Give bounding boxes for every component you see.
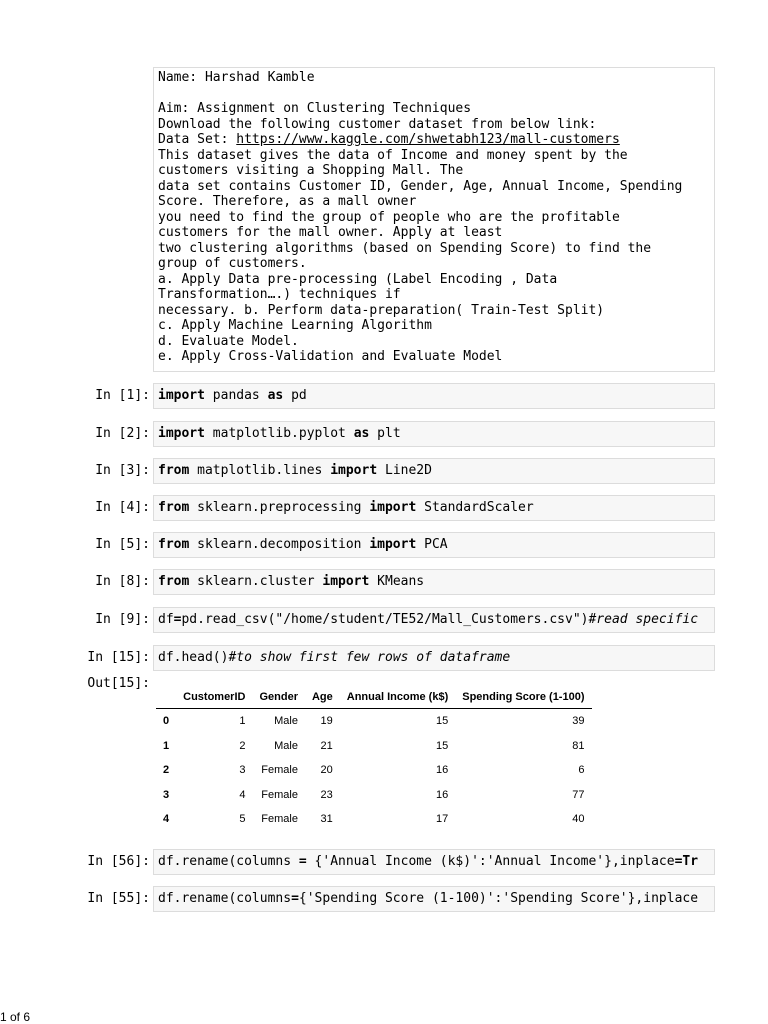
row-index: 4 <box>163 813 170 826</box>
code-keyword: import <box>322 574 370 589</box>
column-header: Gender <box>252 686 305 709</box>
index-header <box>156 686 176 709</box>
code-cell[interactable] <box>153 532 715 558</box>
cell-gender: Male <box>274 715 298 728</box>
code-text: StandardScaler <box>416 500 534 515</box>
cell-age: 23 <box>320 788 333 801</box>
dataset-label: Data Set: <box>158 132 237 147</box>
cell-customer-id: 4 <box>239 788 246 801</box>
code-cell[interactable] <box>153 421 715 447</box>
description-line: customers visiting a Shopping Mall. The <box>158 163 464 178</box>
cell-income: 16 <box>435 764 449 777</box>
table-header-row <box>156 686 592 709</box>
cell-score: 39 <box>572 715 585 728</box>
code-cell[interactable] <box>153 607 715 633</box>
code-operator: = <box>674 854 683 869</box>
cell-score: 40 <box>572 813 585 826</box>
code-text: Line2D <box>377 463 432 478</box>
name-line: Name: Harshad Kamble <box>158 70 315 85</box>
input-prompt: In [55]: <box>87 891 150 906</box>
row-index: 0 <box>163 715 170 728</box>
cell-customer-id: 2 <box>239 739 246 752</box>
cell-customer-id: 1 <box>239 715 246 728</box>
code-cell[interactable] <box>153 569 715 595</box>
code-cell[interactable] <box>153 849 715 875</box>
description-line: two clustering algorithms (based on Spending Score) to find the <box>158 240 652 256</box>
cell-income: 15 <box>435 739 449 752</box>
code-operator: = <box>291 891 299 906</box>
download-line: Download the following customer dataset from below link: <box>158 116 597 132</box>
cell-score: 6 <box>578 764 585 777</box>
code-comment: #to show first few rows of dataframe <box>228 650 511 665</box>
cell-gender: Female <box>261 813 298 826</box>
cell-income: 17 <box>435 813 449 826</box>
code-text: matplotlib.pyplot <box>204 426 354 441</box>
code-operator: = <box>173 612 182 627</box>
column-header: Age <box>305 686 340 709</box>
cell-score: 81 <box>572 739 585 752</box>
table-row <box>156 758 592 783</box>
code-keyword: from <box>158 500 190 515</box>
table-row <box>156 807 592 832</box>
code-cell[interactable] <box>153 495 715 521</box>
input-prompt: In [2]: <box>95 426 150 441</box>
table-row <box>156 709 592 734</box>
dataframe-output-table <box>156 686 592 832</box>
code-keyword: from <box>158 537 190 552</box>
description-line: Score. Therefore, as a mall owner <box>158 194 417 209</box>
task-line: a. Apply Data pre-processing (Label Encoding , Data <box>158 271 558 287</box>
cell-customer-id: 5 <box>239 813 246 826</box>
column-header: CustomerID <box>176 686 252 709</box>
code-text: df.rename(columns <box>158 854 299 869</box>
aim-line: Aim: Assignment on Clustering Techniques <box>158 101 472 116</box>
code-text: plt <box>369 426 401 441</box>
code-text: pd <box>283 388 307 403</box>
row-index: 2 <box>163 764 170 777</box>
cell-income: 16 <box>435 788 449 801</box>
cell-gender: Female <box>261 788 298 801</box>
column-header: Spending Score (1-100) <box>455 686 591 709</box>
code-text: sklearn.decomposition <box>189 537 370 552</box>
task-line: d. Evaluate Model. <box>158 333 299 349</box>
code-text: {'Spending Score (1-100)':'Spending Score'},inplace <box>298 891 699 906</box>
input-prompt: In [5]: <box>95 537 150 552</box>
code-keyword: import <box>330 463 378 478</box>
input-prompt: In [8]: <box>95 574 150 589</box>
code-comment: #read specific <box>588 612 699 627</box>
description-line: group of customers. <box>158 256 307 271</box>
cell-gender: Female <box>261 764 298 777</box>
row-index: 1 <box>163 739 170 752</box>
table-row <box>156 783 592 808</box>
cell-gender: Male <box>274 739 298 752</box>
code-text: sklearn.preprocessing <box>189 500 370 515</box>
dataset-link[interactable]: https://www.kaggle.com/shwetabh123/mall-customers <box>236 132 620 147</box>
input-prompt: In [9]: <box>95 612 150 627</box>
code-cell[interactable] <box>153 383 715 409</box>
code-cell[interactable] <box>153 458 715 484</box>
code-text: matplotlib.lines <box>189 463 331 478</box>
page-number: 1 of 6 <box>0 1010 31 1024</box>
cell-age: 31 <box>320 813 333 826</box>
task-line: e. Apply Cross-Validation and Evaluate Model <box>158 349 503 364</box>
code-cell[interactable] <box>153 886 715 912</box>
task-line: Transformation….) techniques if <box>158 287 401 302</box>
output-prompt: Out[15]: <box>87 676 150 691</box>
code-operator: = <box>298 854 307 869</box>
code-text: df <box>158 612 174 627</box>
description-line: you need to find the group of people who are the profitable <box>158 209 620 225</box>
cell-score: 77 <box>572 788 585 801</box>
code-cell[interactable] <box>153 645 715 671</box>
cell-age: 20 <box>320 764 333 777</box>
code-text: Tr <box>682 854 699 869</box>
code-keyword: as <box>267 388 284 403</box>
table-row <box>156 734 592 759</box>
task-line: c. Apply Machine Learning Algorithm <box>158 318 432 333</box>
code-text: df.head() <box>158 650 229 665</box>
code-keyword: as <box>353 426 370 441</box>
code-text: PCA <box>416 537 448 552</box>
input-prompt: In [4]: <box>95 500 150 515</box>
input-prompt: In [1]: <box>95 388 150 403</box>
column-header: Annual Income (k$) <box>340 686 455 709</box>
code-text: pd.read_csv("/home/student/TE52/Mall_Customers.csv") <box>181 612 589 627</box>
code-keyword: import <box>369 537 417 552</box>
code-text: df.rename(columns <box>158 891 292 906</box>
task-line: necessary. b. Perform data-preparation( Train-Test Split) <box>158 302 605 318</box>
code-text: sklearn.cluster <box>189 574 323 589</box>
code-keyword: import <box>158 388 205 403</box>
code-text: {'Annual Income (k$)':'Annual Income'},inplace <box>306 854 675 869</box>
cell-age: 21 <box>320 739 333 752</box>
cell-customer-id: 3 <box>239 764 246 777</box>
row-index: 3 <box>163 788 170 801</box>
cell-income: 15 <box>435 715 449 728</box>
code-text: pandas <box>204 388 268 403</box>
input-prompt: In [15]: <box>87 650 150 665</box>
code-keyword: import <box>369 500 417 515</box>
description-line: customers for the mall owner. Apply at least <box>158 225 503 240</box>
input-prompt: In [3]: <box>95 463 150 478</box>
code-keyword: from <box>158 574 190 589</box>
markdown-cell[interactable] <box>153 67 715 372</box>
cell-age: 19 <box>320 715 333 728</box>
code-keyword: from <box>158 463 190 478</box>
description-line: This dataset gives the data of Income and money spent by the <box>158 147 628 163</box>
code-keyword: import <box>158 426 205 441</box>
code-text: KMeans <box>369 574 425 589</box>
input-prompt: In [56]: <box>87 854 150 869</box>
description-line: data set contains Customer ID, Gender, Age, Annual Income, Spending <box>158 178 683 194</box>
